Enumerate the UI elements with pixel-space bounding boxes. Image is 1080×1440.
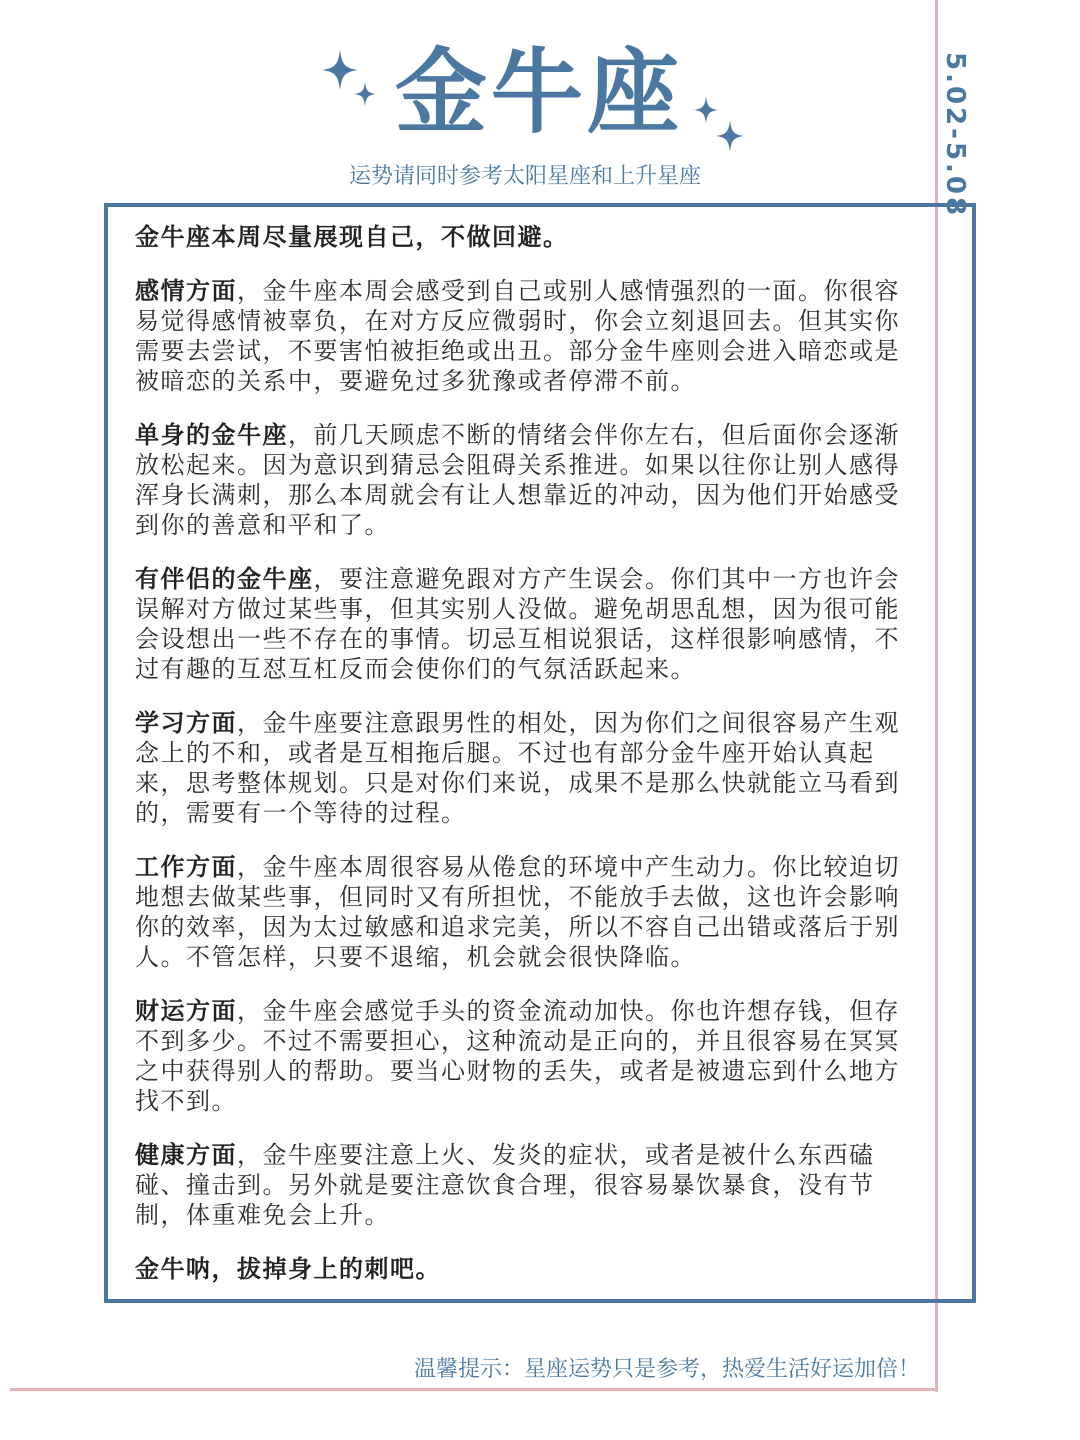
section-single [135, 420, 915, 540]
section-text: ，金牛座本周很容易从倦怠的环境中产生动力。你比较迫切地想去做某些事，但同时又有所担忧，不能放手去做，这也许会影响你的效率，因为太过敏感和追求完美，所以不容自己出错或落后于别人。不管怎样，只要不退缩，机会就会很快降临。 [135, 853, 900, 971]
section-text: ，金牛座本周会感受到自己或别人感情强烈的一面。你很容易觉得感情被辜负，在对方反应微弱时，你会立刻退回去。但其实你需要去尝试，不要害怕被拒绝或出丑。部分金牛座则会进入暗恋或是被暗恋的关系中，要避免过多犹豫或者停滞不前。 [135, 277, 900, 395]
section-text: ，金牛座会感觉手头的资金流动加快。你也许想存钱，但存不到多少。不过不需要担心，这种流动是正向的，并且很容易在冥冥之中获得别人的帮助。要当心财物的丢失，或者是被遗忘到什么地方找不到。 [135, 997, 900, 1115]
section-text: ，金牛座要注意跟男性的相处，因为你们之间很容易产生观念上的不和，或者是互相拖后腿。不过也有部分金牛座开始认真起来，思考整体规划。只是对你们来说，成果不是那么快就能立马看到的，需要有一个等待的过程。 [135, 709, 900, 827]
footer-tip: 温馨提示：星座运势只是参考，热爱生活好运加倍！ [413, 1357, 920, 1382]
section-text: ，前几天顾虑不断的情绪会伴你左右，但后面你会逐渐放松起来。因为意识到猜忌会阻碍关系推进。如果以往你让别人感得浑身长满刺，那么本周就会有让人想靠近的冲动，因为他们开始感受到你的善意和平和了。 [135, 421, 900, 539]
section-health [135, 1140, 915, 1230]
section-heading: 健康方面 [135, 1141, 237, 1169]
section-wealth [135, 996, 915, 1116]
section-heading: 感情方面 [135, 277, 237, 305]
subtitle: 运势请同时参考太阳星座和上升星座 [348, 164, 701, 189]
section-love [135, 276, 915, 396]
sparkle-icon [694, 96, 718, 124]
section-work [135, 852, 915, 972]
pink-horizontal-line [10, 1388, 938, 1391]
section-heading: 学习方面 [135, 709, 237, 737]
sparkle-icon [716, 120, 744, 152]
section-study [135, 708, 915, 828]
closing-text: 金牛呐，拔掉身上的刺吧。 [135, 1255, 441, 1283]
date-range: 5.02-5.08 [940, 52, 970, 219]
section-text: ，要注意避免跟对方产生误会。你们其中一方也许会误解对方做过某些事，但其实别人没做。避免胡思乱想，因为很可能会设想出一些不存在的事情。切忌互相说狠话，这样很影响感情，不过有趣的互怼互杠反而会使你们的气氛活跃起来。 [135, 565, 900, 683]
sparkle-icon [354, 82, 376, 106]
horoscope-content [135, 222, 915, 1308]
section-heading: 单身的金牛座 [135, 421, 288, 449]
section-text: ，金牛座要注意上火、发炎的症状，或者是被什么东西磕碰、撞击到。另外就是要注意饮食合理，很容易暴饮暴食，没有节制，体重难免会上升。 [135, 1141, 875, 1229]
section-heading: 工作方面 [135, 853, 237, 881]
section-heading: 有伴侣的金牛座 [135, 565, 314, 593]
section-partnered [135, 564, 915, 684]
section-heading: 财运方面 [135, 997, 237, 1025]
page-title: 金牛座 [395, 39, 684, 146]
intro-text: 金牛座本周尽量展现自己，不做回避。 [135, 223, 569, 251]
sparkle-icon [322, 50, 358, 90]
